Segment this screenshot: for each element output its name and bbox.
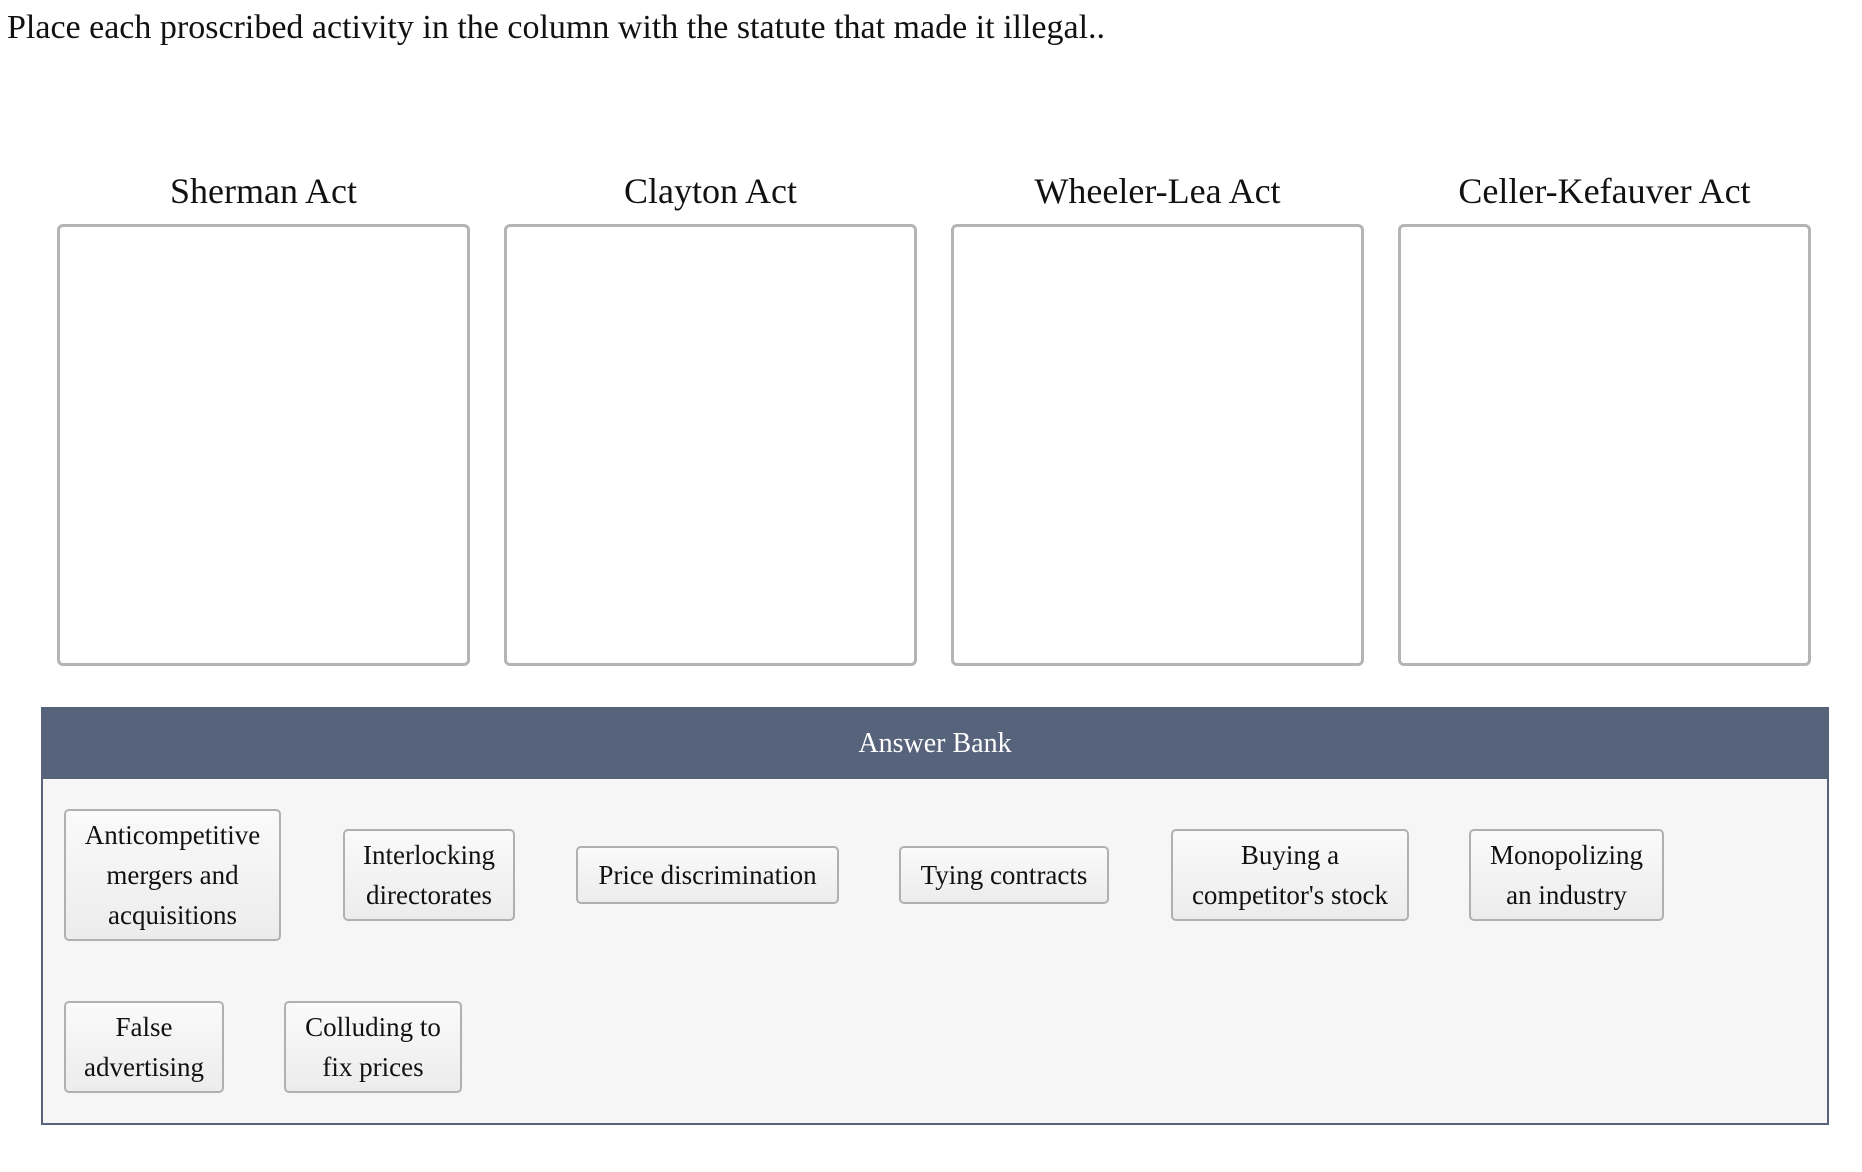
dropzone-sherman-act[interactable]	[57, 224, 470, 666]
answer-bank[interactable]	[41, 707, 1829, 1125]
column-title: Clayton Act	[624, 171, 797, 211]
drop-columns	[57, 168, 1813, 666]
answer-chip-false-advertising[interactable]: False advertising	[64, 1001, 224, 1093]
answer-chip-tying-contracts[interactable]: Tying contracts	[899, 846, 1109, 904]
instructions-text: Place each proscribed activity in the column with the statute that made it illegal..	[7, 9, 1106, 46]
column-title: Sherman Act	[170, 171, 357, 211]
answer-chip-buying-competitors-stock[interactable]: Buying a competitor's stock	[1171, 829, 1409, 921]
answer-bank-body[interactable]	[43, 779, 1827, 1125]
dropzone-celler-kefauver-act[interactable]	[1398, 224, 1811, 666]
dropzone-wheeler-lea-act[interactable]	[951, 224, 1364, 666]
answer-chip-anticompetitive-mergers[interactable]: Anticompetitive mergers and acquisitions	[64, 809, 281, 941]
answer-chip-monopolizing-industry[interactable]: Monopolizing an industry	[1469, 829, 1664, 921]
column-celler-kefauver-act	[1398, 168, 1811, 666]
dropzone-clayton-act[interactable]	[504, 224, 917, 666]
column-wheeler-lea-act	[951, 168, 1364, 666]
answer-chip-interlocking-directorates[interactable]: Interlocking directorates	[343, 829, 515, 921]
column-title: Wheeler-Lea Act	[1034, 171, 1281, 211]
column-title: Celler-Kefauver Act	[1458, 171, 1751, 211]
column-clayton-act	[504, 168, 917, 666]
answer-chip-price-discrimination[interactable]: Price discrimination	[576, 846, 839, 904]
column-sherman-act	[57, 168, 470, 666]
answer-bank-header: Answer Bank	[43, 709, 1827, 779]
answer-chip-colluding-fix-prices[interactable]: Colluding to fix prices	[284, 1001, 462, 1093]
